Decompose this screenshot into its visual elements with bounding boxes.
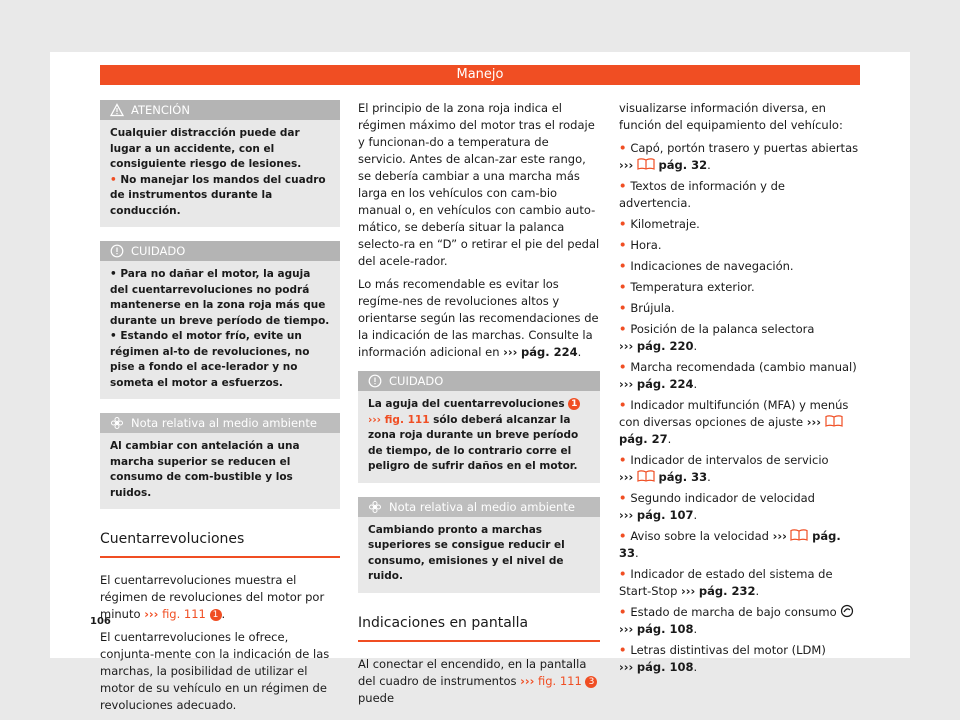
- list-item: • Indicador de estado del sistema de Start-Stop ››› pág. 232.: [619, 567, 833, 598]
- list-item: [619, 216, 859, 233]
- info-circle-icon: [110, 244, 124, 258]
- caution-bullet-1: Para no dañar el motor, la aguja del cuentarrevoluciones no podrá mantenerse en la zona roja más que durante un breve período de tiempo.: [110, 268, 330, 327]
- bullet-dot: •: [619, 643, 631, 657]
- text: .: [577, 345, 582, 359]
- list-item-text: Aviso sobre la velocidad: [630, 529, 773, 543]
- list-item: [619, 300, 859, 317]
- environment-note-text: Cambiando pronto a marchas superiores se consigue reducir el consumo, emisiones y el nivel de ruido.: [368, 523, 565, 582]
- book-reference-icon: [637, 158, 655, 170]
- bullet-dot: •: [619, 529, 631, 543]
- arrow-icon: ›››: [619, 339, 634, 353]
- page-link[interactable]: pág. 224: [521, 345, 578, 359]
- list-item-text: Brújula.: [630, 301, 675, 315]
- environment-note-title-bar: [100, 413, 340, 433]
- arrow-icon: ›››: [368, 413, 381, 426]
- arrow-icon: ›››: [619, 622, 634, 636]
- list-item-text: Marcha recomendada (cambio manual): [630, 360, 857, 374]
- caution-title: CUIDADO: [389, 374, 444, 388]
- bullet-dot: •: [619, 360, 631, 374]
- list-item-text: Hora.: [630, 238, 662, 252]
- environment-note-box: [358, 497, 600, 593]
- warning-bullet: No manejar los mandos del cuadro de instrumentos durante la conducción.: [110, 173, 326, 217]
- section-title-cuentarrevoluciones: Cuentarrevoluciones: [100, 531, 340, 558]
- arrow-icon: ›››: [619, 377, 634, 391]
- arrow-icon: ›››: [772, 529, 787, 543]
- paragraph: [358, 656, 600, 707]
- eco-driving-icon: [840, 604, 854, 618]
- warning-box-title: [100, 100, 340, 120]
- text: La aguja del cuentarrevoluciones: [368, 398, 569, 410]
- text: El cuentarrevoluciones muestra el régimen de revoluciones del motor por minuto: [100, 573, 325, 621]
- paragraph: [100, 572, 340, 623]
- list-item: [619, 279, 859, 296]
- list-item-text: Capó, portón trasero y puertas abiertas: [630, 141, 859, 155]
- bullet-dot: •: [110, 173, 121, 186]
- list-item-text: Estado de marcha de bajo consumo: [630, 605, 841, 619]
- paragraph: [358, 276, 600, 361]
- arrow-icon: ›››: [681, 584, 696, 598]
- book-reference-icon: [637, 470, 655, 482]
- list-item: • Letras distintivas del motor (LDM) ››› pág. 108.: [619, 643, 826, 674]
- paragraph: El principio de la zona roja indica el régimen máximo del motor tras el rodaje y funcionan-do a temperatura de servicio. Antes de alcan-zar este rango, se debería cambiar a una marcha más larga en los vehículos con cam-bio manual o, en vehículos con cambio auto-mático, se debería situar la palanca selecto-ra en “D” o retirar el pie del pedal del acele-rador.: [358, 101, 600, 268]
- text: Lo más recomendable es evitar los regíme-nes de revoluciones altos y orientarse según las recomendaciones de la indicación de las marchas. Consulte la información adicional en: [358, 277, 599, 359]
- environment-note-text: Al cambiar con antelación a una marcha superior se reducen el consumo de com-bustible y los ruidos.: [110, 440, 300, 499]
- warning-body: [100, 120, 340, 227]
- warning-title: ATENCIÓN: [131, 103, 190, 117]
- paragraph: El cuentarrevoluciones le ofrece, conjunta-mente con la indicación de las marchas, la posibilidad de utilizar el motor de su vehículo en un régimen de revoluciones adecuado.: [100, 630, 330, 712]
- bullet-dot: •: [619, 605, 631, 619]
- arrow-icon: ›››: [619, 158, 634, 172]
- page-link[interactable]: pág. 224: [636, 377, 694, 391]
- environment-note-title: Nota relativa al medio ambiente: [131, 416, 317, 430]
- list-item: • Marcha recomendada (cambio manual) ››› pág. 224.: [619, 360, 857, 391]
- caution-box-title: [358, 371, 600, 391]
- list-item: • Segundo indicador de velocidad ››› pág. 107.: [619, 491, 815, 522]
- bullet-dot: •: [619, 280, 631, 294]
- page-link[interactable]: pág. 107: [636, 508, 694, 522]
- column-3: [619, 100, 859, 680]
- list-item-text: Indicador de intervalos de servicio: [630, 453, 829, 467]
- arrow-icon: ›››: [619, 660, 634, 674]
- text: puede: [358, 690, 395, 705]
- environment-note-body: [100, 433, 340, 509]
- caution-box: [358, 371, 600, 483]
- page-link[interactable]: pág. 108: [636, 660, 694, 674]
- callout-number: 3: [585, 676, 597, 688]
- list-item-text: Indicador multifunción (MFA) y menús con diversas opciones de ajuste: [619, 398, 849, 429]
- bullet-dot: •: [619, 567, 631, 581]
- list-item: • Estado de marcha de bajo consumo ››› pág. 108.: [619, 604, 859, 638]
- bullet-dot: •: [110, 330, 121, 342]
- page-link[interactable]: pág. 33: [619, 529, 841, 560]
- environment-note-title-bar: [358, 497, 600, 517]
- chapter-header: Manejo: [100, 65, 860, 85]
- warning-triangle-icon: [110, 103, 124, 117]
- section-title-indicaciones: Indicaciones en pantalla: [358, 615, 600, 642]
- bullet-dot: •: [619, 259, 631, 273]
- list-item-text: Indicaciones de navegación.: [630, 259, 794, 273]
- page-link[interactable]: pág. 232: [698, 584, 756, 598]
- bullet-dot: •: [619, 453, 631, 467]
- list-item-text: Letras distintivas del motor (LDM): [630, 643, 826, 657]
- caution-box-title: [100, 241, 340, 261]
- text: sólo deberá alcanzar la zona roja durante un breve período de tiempo, de lo contrario corre el peligro de sufrir daños en el motor.: [368, 413, 579, 472]
- bullet-dot: •: [619, 238, 631, 252]
- arrow-icon: ›››: [144, 607, 159, 621]
- bullet-dot: •: [619, 322, 631, 336]
- environment-note-box: [100, 413, 340, 509]
- list-item: • Posición de la palanca selectora ››› pág. 220.: [619, 322, 815, 353]
- column-2: [358, 100, 600, 713]
- callout-number: 1: [568, 398, 580, 410]
- bullet-dot: •: [619, 398, 631, 412]
- list-item-text: Kilometraje.: [630, 217, 700, 231]
- arrow-icon: ›››: [619, 508, 634, 522]
- text: .: [221, 607, 226, 621]
- bullet-dot: •: [619, 491, 631, 505]
- list-item-text: Indicador de estado del sistema de Start-Stop: [619, 567, 833, 598]
- bullet-dot: •: [110, 268, 121, 280]
- book-reference-icon: [790, 529, 808, 541]
- list-item-text: Segundo indicador de velocidad: [630, 491, 815, 505]
- list-item: [619, 258, 859, 275]
- page-link[interactable]: pág. 33: [658, 470, 708, 484]
- page-number: 106: [90, 616, 111, 627]
- warning-box: [100, 100, 340, 227]
- list-item-text: Textos de información y de advertencia.: [619, 179, 786, 210]
- page-link[interactable]: pág. 27: [619, 432, 668, 446]
- caution-title: CUIDADO: [131, 244, 186, 258]
- page-link[interactable]: pág. 220: [636, 339, 694, 353]
- fig-link[interactable]: fig. 111: [162, 607, 206, 621]
- column-1: [100, 100, 340, 720]
- list-item-text: Temperatura exterior.: [630, 280, 755, 294]
- caution-bullet-2: Estando el motor frío, evite un régimen al-to de revoluciones, no pise a fondo el ace-lerador y no someta el motor a esfuerzos.: [110, 330, 310, 389]
- callout-number: 1: [210, 609, 222, 621]
- warning-text: Cualquier distracción puede dar lugar a un accidente, con el consiguiente riesgo de lesiones.: [110, 127, 302, 170]
- list-item: • Aviso sobre la velocidad ››› pág. 33.: [619, 529, 841, 560]
- text: Al conectar el encendido, en la pantalla del cuadro de instrumentos: [358, 656, 587, 688]
- arrow-icon: ›››: [619, 470, 634, 484]
- list-item-text: Posición de la palanca selectora: [630, 322, 815, 336]
- bullet-dot: •: [619, 301, 631, 315]
- caution-body: [100, 261, 340, 399]
- display-items-list: [619, 140, 859, 676]
- flower-icon: [110, 416, 124, 430]
- caution-box: [100, 241, 340, 399]
- page-link[interactable]: pág. 32: [658, 158, 708, 172]
- arrow-icon: ›››: [806, 415, 822, 429]
- list-item: [619, 237, 859, 254]
- bullet-dot: •: [619, 179, 631, 193]
- fig-link[interactable]: fig. 111: [538, 673, 582, 688]
- environment-note-title: Nota relativa al medio ambiente: [389, 499, 575, 514]
- book-reference-icon: [825, 415, 843, 427]
- info-circle-icon: [368, 374, 382, 388]
- environment-note-body: [358, 517, 600, 593]
- list-item: • Indicador de intervalos de servicio ››› pág. 33.: [619, 453, 829, 484]
- arrow-icon: ›››: [520, 673, 535, 688]
- bullet-dot: •: [619, 217, 631, 231]
- bullet-dot: •: [619, 141, 631, 155]
- page-link[interactable]: pág. 108: [636, 622, 694, 636]
- list-item: • Capó, portón trasero y puertas abiertas ››› pág. 32.: [619, 141, 859, 172]
- arrow-icon: ›››: [503, 345, 518, 359]
- list-item: • Indicador multifunción (MFA) y menús con diversas opciones de ajuste ››› pág. 27.: [619, 398, 849, 446]
- caution-body: [358, 391, 600, 483]
- paragraph: visualizarse información diversa, en función del equipamiento del vehículo:: [619, 101, 843, 132]
- flower-icon: [368, 500, 382, 514]
- list-item: [619, 178, 859, 212]
- fig-link[interactable]: fig. 111: [384, 413, 430, 426]
